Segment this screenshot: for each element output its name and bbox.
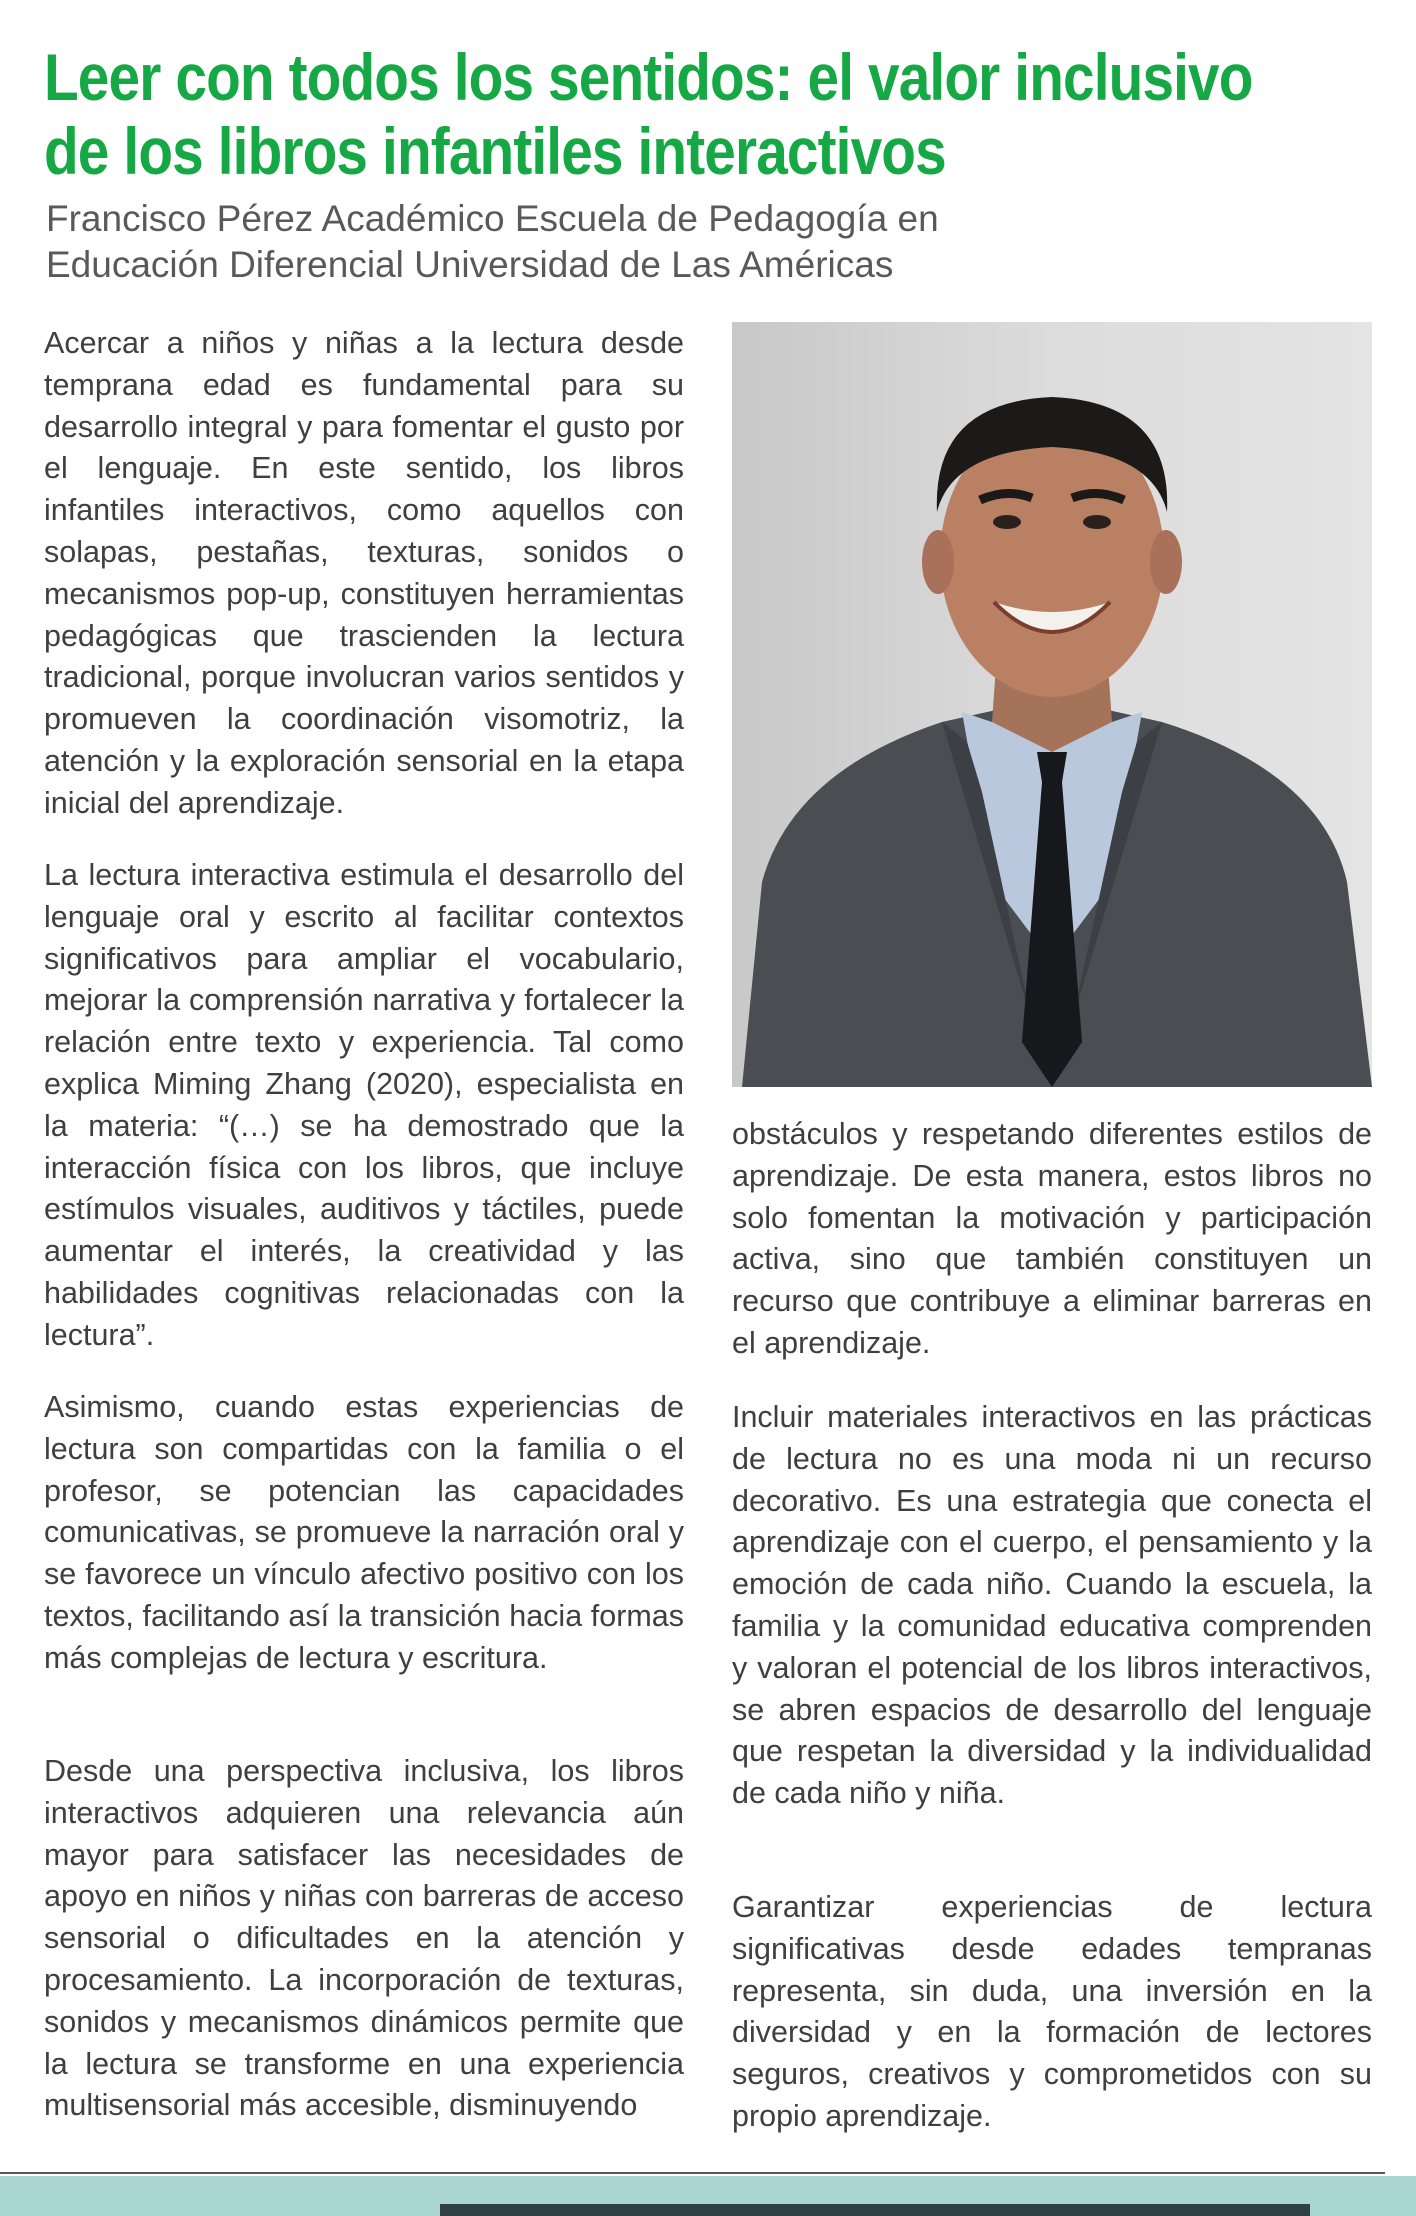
portrait-photo-icon [732,322,1372,1087]
next-image-edge [440,2204,1310,2216]
paragraph-3: Asimismo, cuando estas experiencias de lectura son compartidas con la familia o el profesor, se potencian las capacidades comunicativas, se promueve la narración oral y se favorece un vínculo afectivo positivo con los textos, facilitando así la transición hacia formas más complejas de lectura y escritura. [44,1390,684,1675]
author-line-2: Educación Diferencial Universidad de Las Américas [46,244,894,285]
paragraph-4: Desde una perspectiva inclusiva, los libros interactivos adquieren una relevancia aún mayor para satisfacer las necesidades de apoyo en niños y niñas con barreras de acceso sensorial o dificultades en la atención y procesamiento. La incorporación de texturas, sonidos y mecanismos dinámicos permite que la lectura se transforme en una experiencia multisensorial más accesible, disminuyendo [44,1754,684,2123]
author-line-1: Francisco Pérez Académico Escuela de Pedagogía en [46,198,939,239]
paragraph-6: Incluir materiales interactivos en las prácticas de lectura no es una moda ni un recurso decorativo. Es una estrategia que conecta el aprendizaje con el cuerpo, el pensamiento y la emoción de cada niño. Cuando la escuela, la familia y la comunidad educativa comprenden y valoran el potencial de los libros interactivos, se abren espacios de desarrollo del lenguaje que respetan la diversidad y la individualidad de cada niño y niña. [732,1400,1372,1811]
paragraph-5: obstáculos y respetando diferentes estilos de aprendizaje. De esta manera, estos libros no solo fomentan la motivación y participación activa, sino que también constituyen un recurso que contribuye a eliminar barreras en el aprendizaje. [732,1117,1372,1360]
footer-divider [0,2172,1385,2174]
paragraph-1: Acercar a niños y niñas a la lectura desde temprana edad es fundamental para su desarrollo integral y para fomentar el gusto por el lenguaje. En este sentido, los libros infantiles interactivos, como aquellos con solapas, pestañas, texturas, sonidos o mecanismos pop-up, constituyen herramientas pedagógicas que trascienden la lectura tradicional, porque involucran varios sentidos y promueven la coordinación visomotriz, la atención y la exploración sensorial en la etapa inicial del aprendizaje. [44,326,684,820]
title-line-1: Leer con todos los sentidos: el valor inclusivo [44,40,1253,114]
paragraph-2: La lectura interactiva estimula el desarrollo del lenguaje oral y escrito al facilitar contextos significativos para ampliar el vocabulario, mejorar la comprensión narrativa y fortalecer la relación entre texto y experiencia. Tal como explica Miming Zhang (2020), especialista en la materia: “(…) se ha demostrado que la interacción física con los libros, que incluye estímulos visuales, auditivos y táctiles, puede aumentar el interés, la creatividad y las habilidades cognitivas relacionadas con la lectura”. [44,858,684,1352]
author-byline [46,196,1146,288]
paragraph-7: Garantizar experiencias de lectura significativas desde edades tempranas representa, sin duda, una inversión en la diversidad y en la formación de lectores seguros, creativos y comprometidos con su propio aprendizaje. [732,1890,1372,2133]
title-line-2: de los libros infantiles interactivos [44,114,946,188]
article-title [44,40,1253,188]
author-photo [732,322,1372,1087]
